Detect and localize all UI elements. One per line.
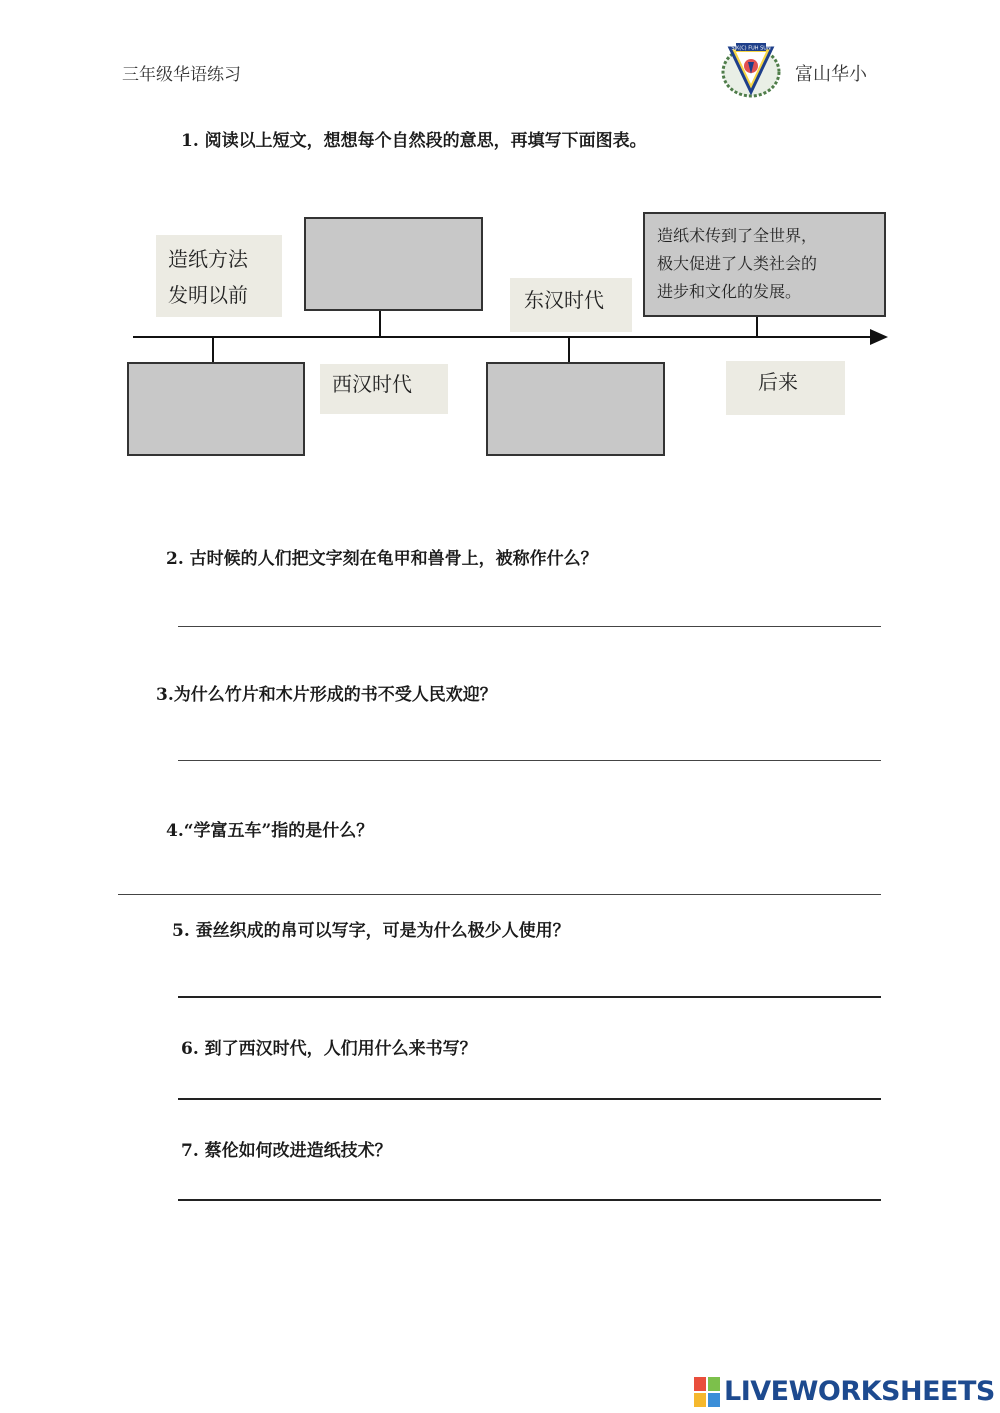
question-3: 3.为什么竹片和木片形成的书不受人民欢迎？ (156, 685, 497, 705)
answer-line-3[interactable] (178, 760, 881, 761)
svg-text:SJK(C) FUH SUN: SJK(C) FUH SUN (731, 45, 771, 52)
given-text-box-later: 造纸术传到了全世界， 极大促进了人类社会的 进步和文化的发展。 (643, 212, 886, 317)
answer-line-6[interactable] (178, 1098, 881, 1100)
question-1: 1. 阅读以上短文，想想每个自然段的意思，再填写下面图表。 (181, 131, 647, 151)
timeline-tick (756, 316, 758, 336)
question-7: 7. 蔡伦如何改进造纸技术？ (181, 1141, 392, 1161)
answer-box-western-han[interactable] (304, 217, 483, 311)
question-2: 2. 古时候的人们把文字刻在龟甲和兽骨上，被称作什么？ (166, 549, 598, 569)
label-before-paper: 造纸方法 发明以前 (156, 235, 282, 317)
liveworksheets-brand (694, 1376, 995, 1407)
question-4: 4.“学富五车”指的是什么？ (166, 821, 374, 841)
label-later: 后来 (726, 361, 845, 415)
timeline-tick (212, 337, 214, 362)
answer-line-4[interactable] (118, 894, 881, 895)
timeline-tick (568, 337, 570, 362)
school-logo (720, 40, 782, 98)
question-6: 6. 到了西汉时代，人们用什么来书写？ (181, 1039, 477, 1059)
answer-line-7[interactable] (178, 1199, 881, 1201)
label-eastern-han: 东汉时代 (510, 278, 632, 332)
answer-line-2[interactable] (178, 626, 881, 627)
timeline-tick (379, 310, 381, 336)
question-5: 5. 蚕丝织成的帛可以写字，可是为什么极少人使用？ (172, 921, 570, 941)
answer-box-eastern-han[interactable] (486, 362, 665, 456)
liveworksheets-logo-icon (694, 1377, 720, 1407)
worksheet-title: 三年级华语练习 (122, 65, 241, 85)
answer-line-5[interactable] (178, 996, 881, 998)
timeline-axis (133, 336, 875, 338)
answer-box-before-paper[interactable] (127, 362, 305, 456)
school-name: 富山华小 (795, 64, 867, 85)
brand-name: LIVEWORKSHEETS (724, 1376, 995, 1407)
timeline-arrow-icon (870, 329, 888, 345)
label-western-han: 西汉时代 (320, 364, 448, 414)
